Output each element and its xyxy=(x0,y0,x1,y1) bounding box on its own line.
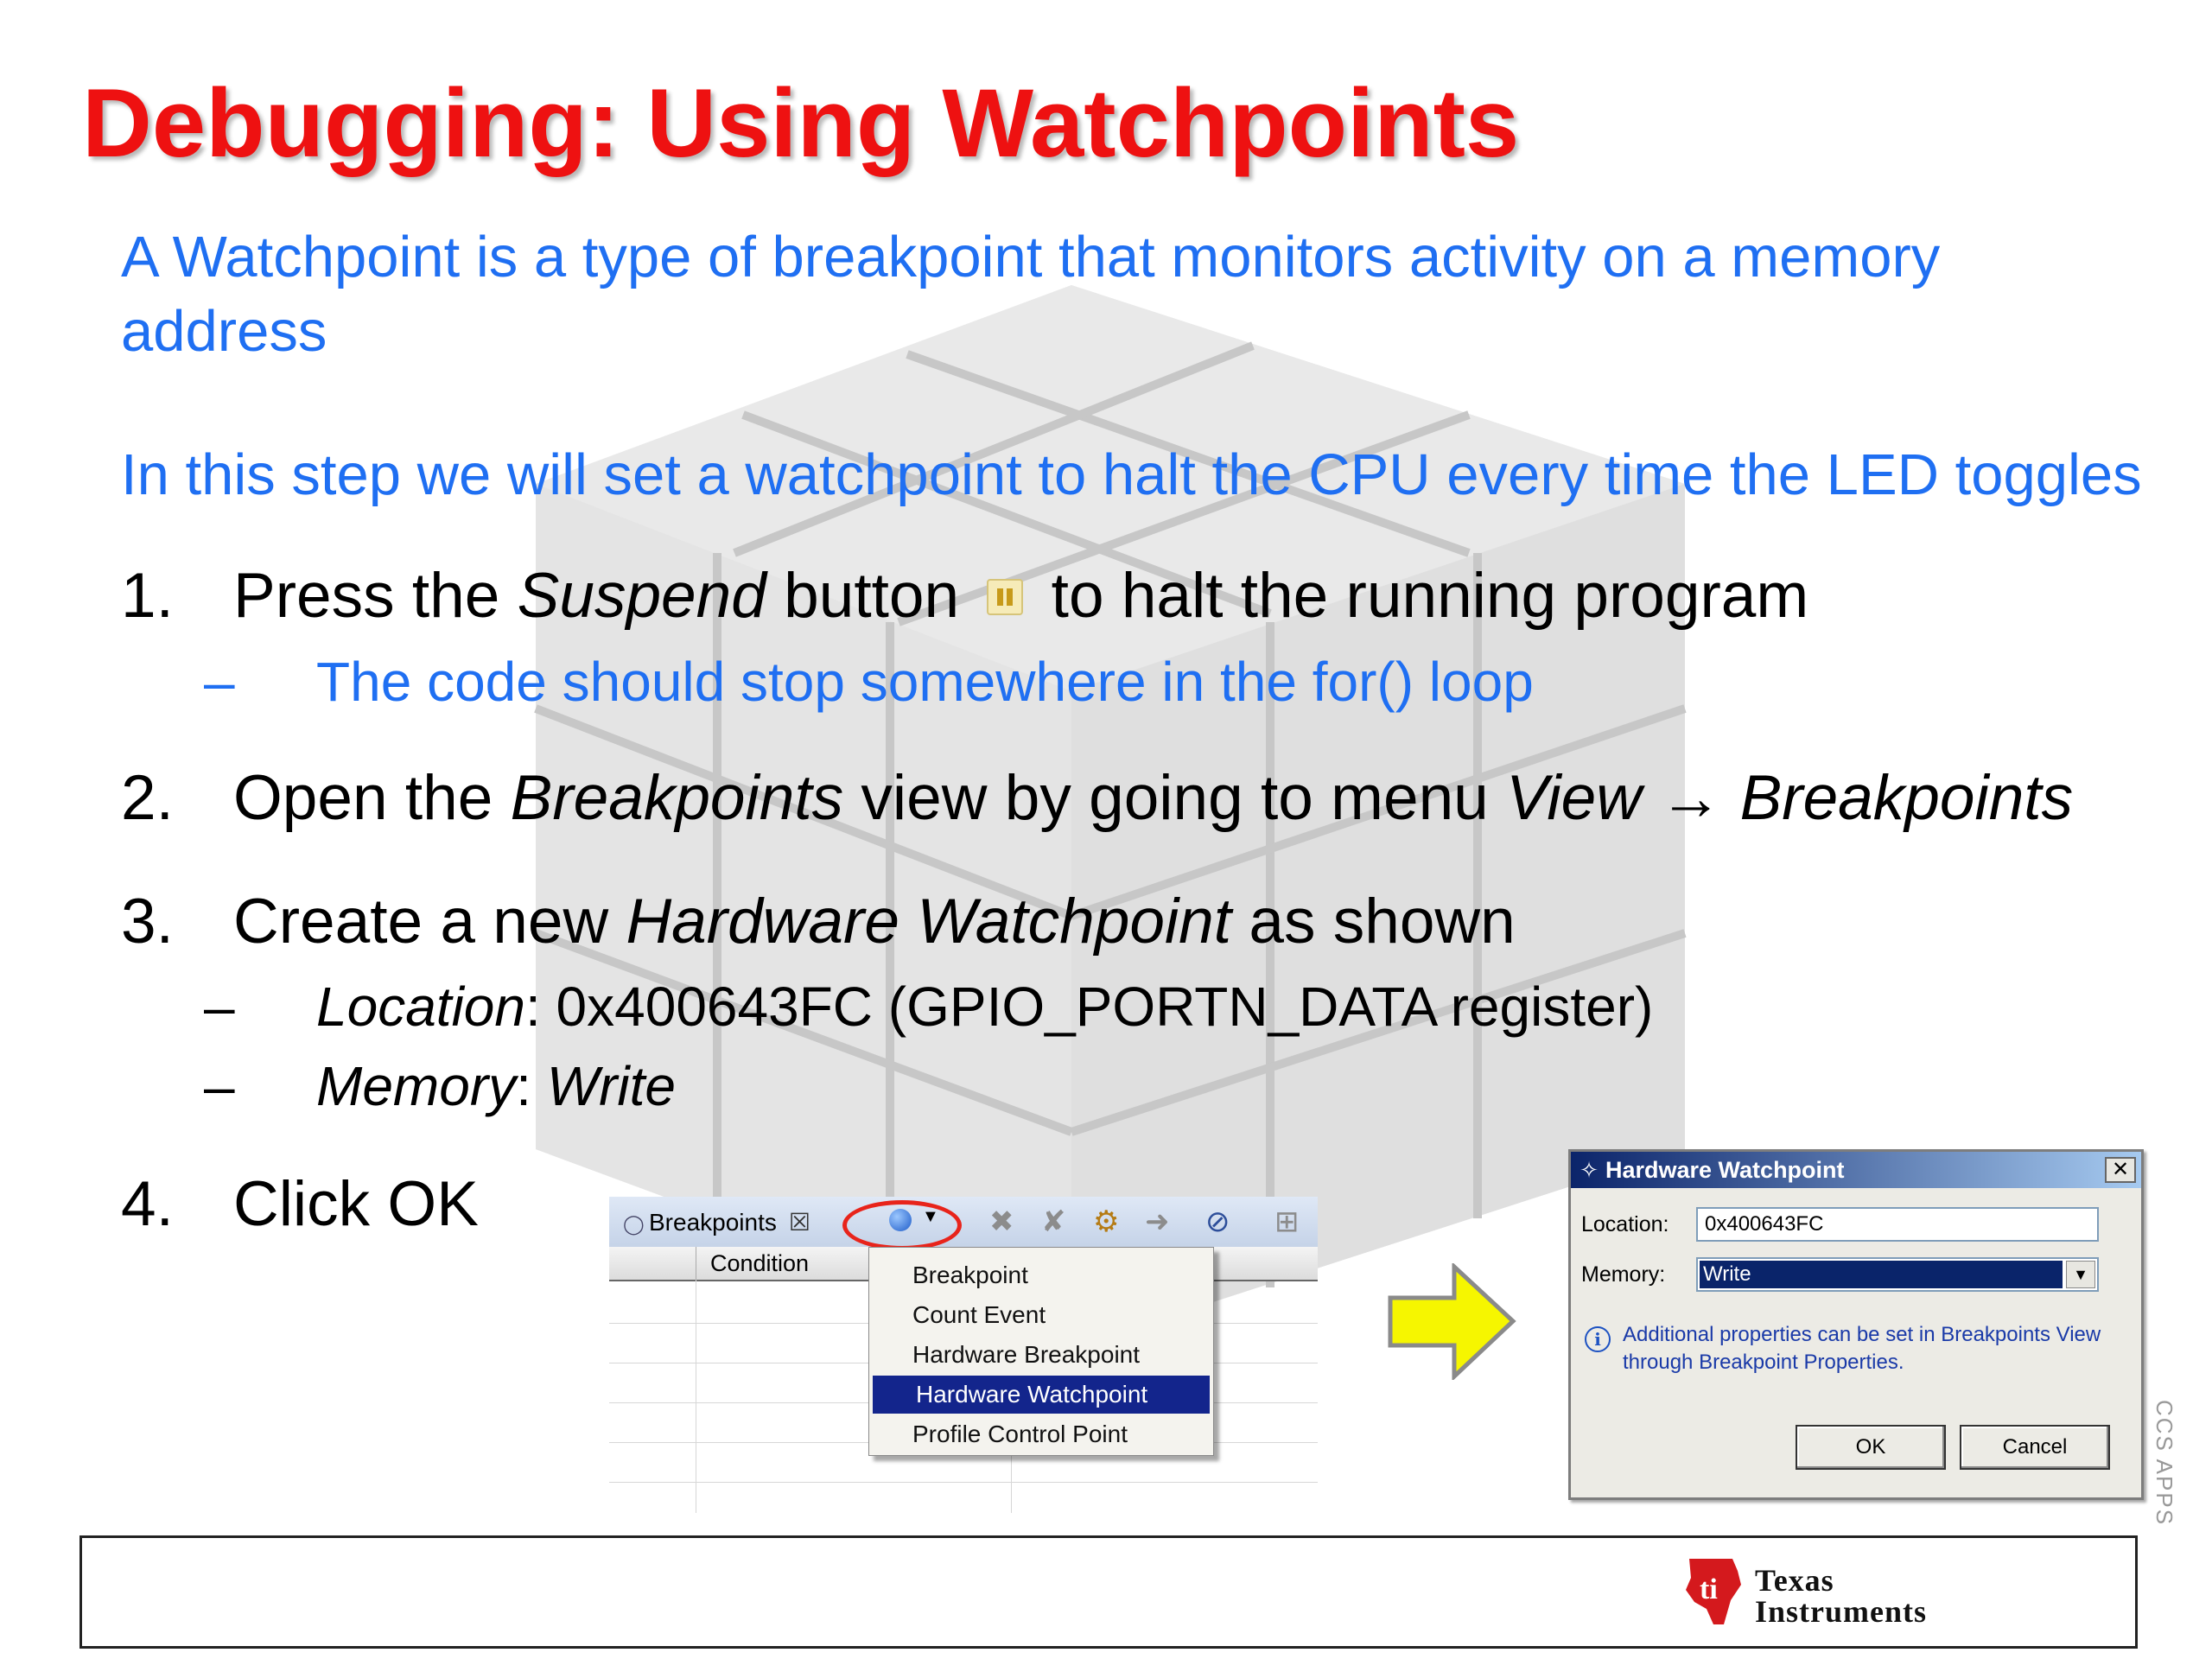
location-input[interactable]: 0x400643FC xyxy=(1696,1207,2099,1242)
remove-icon[interactable]: ✖ xyxy=(989,1205,1014,1238)
menu-item-count-event[interactable]: Count Event xyxy=(912,1301,1046,1328)
text-segment: to halt the running program xyxy=(1033,561,1809,631)
sub-text xyxy=(316,975,1653,1039)
right-arrow-icon xyxy=(1387,1263,1516,1380)
text-segment: button xyxy=(766,561,977,631)
sub-text: The code should stop somewhere in the for() loop xyxy=(316,651,1534,713)
close-button[interactable]: ✕ xyxy=(2105,1157,2136,1183)
hardware-watchpoint-dialog xyxy=(1568,1149,2144,1500)
menu-item-profile-control-point[interactable]: Profile Control Point xyxy=(912,1421,1128,1447)
collapse-all-icon[interactable]: ⊞ xyxy=(1274,1205,1300,1238)
text-segment: : 0x400643FC (GPIO_PORTN_DATA register) xyxy=(524,976,1654,1038)
memory-select[interactable] xyxy=(1696,1257,2099,1292)
column-header-condition[interactable]: Condition xyxy=(696,1247,866,1280)
skip-breakpoints-icon[interactable]: ⊘ xyxy=(1205,1205,1230,1238)
step-number: 3. xyxy=(121,887,174,957)
breakpoints-icon: ◯ xyxy=(623,1213,645,1235)
new-breakpoint-menu xyxy=(868,1247,1214,1456)
dialog-titlebar[interactable] xyxy=(1571,1152,2141,1188)
ti-logo xyxy=(1681,1555,1966,1633)
view-term: View xyxy=(1506,763,1642,833)
memory-term: Memory xyxy=(316,1055,517,1117)
dash: – xyxy=(204,976,235,1038)
memory-selected-value: Write xyxy=(1700,1261,2063,1288)
go-to-file-icon[interactable]: ➜ xyxy=(1145,1205,1170,1238)
remove-all-icon[interactable]: ✘ xyxy=(1041,1205,1066,1238)
ok-button[interactable]: OK xyxy=(1796,1425,1946,1470)
suspend-term: Suspend xyxy=(517,561,766,631)
sub-text xyxy=(316,1054,676,1118)
info-icon: i xyxy=(1585,1326,1611,1352)
text-segment: : xyxy=(516,1055,547,1117)
svg-text:ti: ti xyxy=(1700,1573,1718,1605)
memory-label: Memory: xyxy=(1581,1262,1666,1287)
arrow-icon: → xyxy=(1659,763,1723,833)
slide-title: Debugging: Using Watchpoints xyxy=(82,69,1520,177)
suspend-icon xyxy=(987,579,1023,615)
brand-line-2: Instruments xyxy=(1755,1594,1928,1629)
location-term: Location xyxy=(316,976,525,1038)
table-row xyxy=(609,1482,1318,1483)
step-text xyxy=(233,886,1516,957)
chevron-down-icon: ▼ xyxy=(922,1207,939,1226)
breakpoints-tabbar xyxy=(609,1197,1318,1248)
step-number: 1. xyxy=(121,561,174,631)
breakpoints-tab[interactable] xyxy=(611,1200,823,1245)
step-text xyxy=(233,762,2073,834)
menu-item-hardware-watchpoint[interactable]: Hardware Watchpoint xyxy=(873,1376,1210,1414)
cancel-button[interactable]: Cancel xyxy=(1960,1425,2110,1470)
hardware-watchpoint-term: Hardware Watchpoint xyxy=(626,887,1232,957)
breakpoints-term: Breakpoints xyxy=(510,763,844,833)
step-intro-text: In this step we will set a watchpoint to halt the CPU every time the LED toggles xyxy=(121,442,2142,507)
ti-logo-icon xyxy=(1681,1555,1745,1628)
menu-item-hardware-breakpoint[interactable]: Hardware Breakpoint xyxy=(912,1341,1141,1368)
text-segment: Create a new xyxy=(233,887,626,957)
step-text xyxy=(233,560,1808,632)
brand-line-1: Texas xyxy=(1755,1563,1834,1598)
breakpoints-term: Breakpoints xyxy=(1739,763,2074,833)
dash: – xyxy=(204,651,235,713)
tab-label: Breakpoints xyxy=(649,1209,777,1236)
intro-text: A Watchpoint is a type of breakpoint that monitors activity on a memory address xyxy=(121,225,1941,364)
highlight-circle xyxy=(842,1200,962,1250)
text-segment: as shown xyxy=(1231,887,1516,957)
text-segment: Open the xyxy=(233,763,511,833)
step-number: 4. xyxy=(121,1169,174,1239)
dash: – xyxy=(204,1055,235,1117)
footer xyxy=(79,1535,2138,1649)
chevron-down-icon[interactable]: ▼ xyxy=(2066,1261,2095,1288)
menu-item-breakpoint[interactable]: Breakpoint xyxy=(912,1262,1028,1288)
write-term: Write xyxy=(546,1055,676,1117)
text-segment: Press the xyxy=(233,561,518,631)
skip-all-icon[interactable]: ⚙ xyxy=(1093,1205,1120,1238)
text-segment: view by going to menu xyxy=(843,763,1507,833)
step-text: Click OK xyxy=(233,1169,479,1239)
side-tag: CCS APPS xyxy=(2152,1400,2177,1527)
dialog-title: Hardware Watchpoint xyxy=(1605,1157,1845,1183)
location-label: Location: xyxy=(1581,1212,1669,1236)
step-number: 2. xyxy=(121,763,174,833)
close-icon[interactable]: ☒ xyxy=(788,1209,810,1236)
info-text: Additional properties can be set in Breakpoints View through Breakpoint Properties. xyxy=(1623,1323,2101,1374)
watchpoint-icon: ✧ xyxy=(1580,1157,1599,1183)
